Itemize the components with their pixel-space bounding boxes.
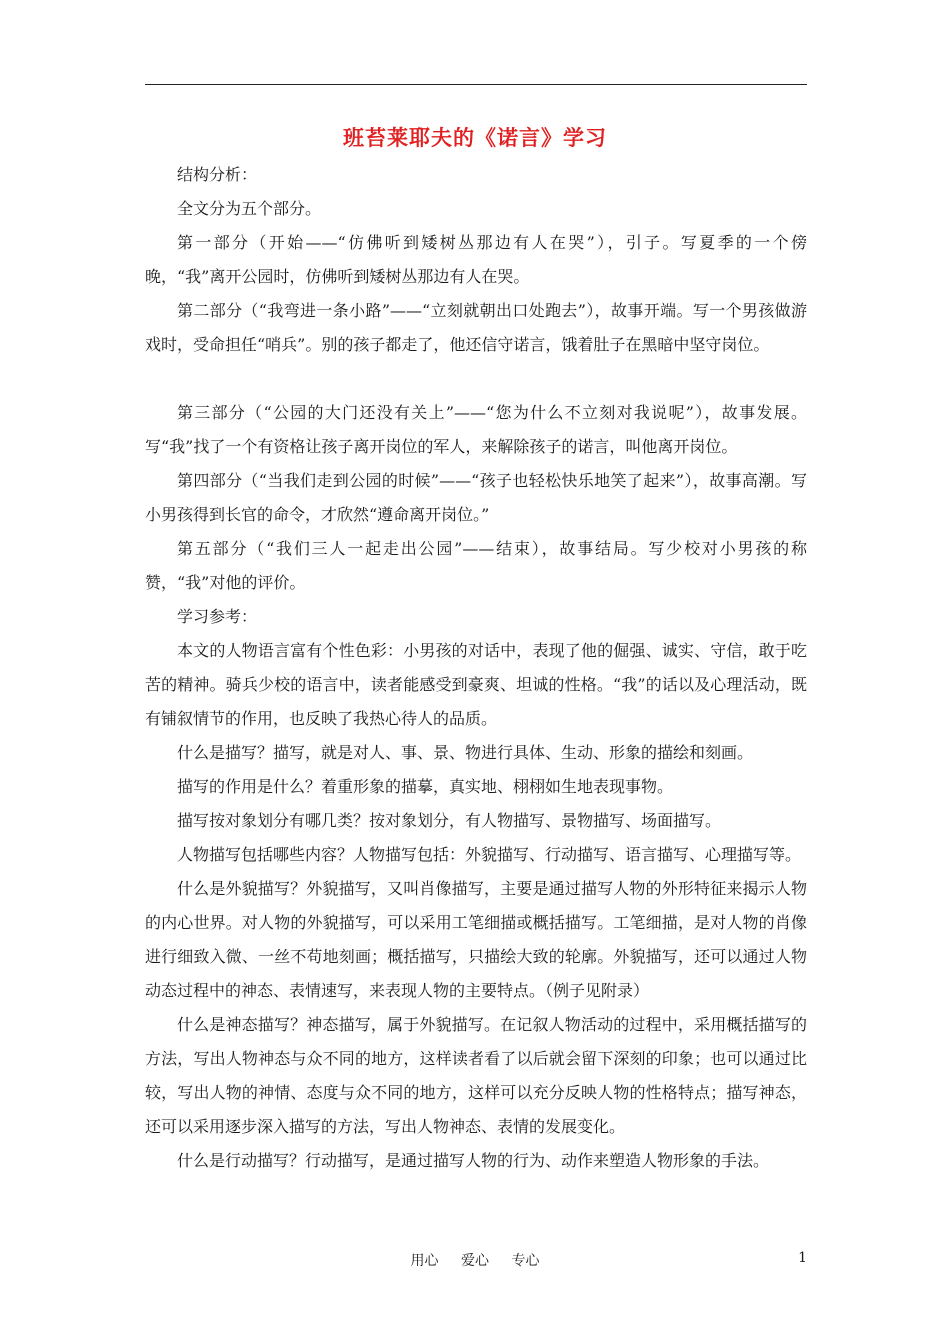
page-number: 1 <box>798 1250 807 1266</box>
paragraph-character-description: 人物描写包括哪些内容？人物描写包括：外貌描写、行动描写、语言描写、心理描写等。 <box>177 845 802 864</box>
paragraph-character-language: 本文的人物语言富有个性色彩：小男孩的对话中，表现了他的倔强、诚实、守信，敢于吃苦的精神。骑兵少校的语言中，读者能感受到豪爽、坦诚的性格。“我”的话以及心理活动，既有铺叙情节的作用，也反映了我热心待人的品质。 <box>145 641 807 728</box>
paragraph-study-heading: 学习参考： <box>177 607 258 626</box>
footer-motto: 用心 爱心 专心 <box>410 1253 540 1269</box>
paragraph-part-one: 第一部分（开始——“仿佛听到矮树丛那边有人在哭”），引子。写夏季的一个傍晚，“我”离开公园时，仿佛听到矮树丛那边有人在哭。 <box>145 233 807 286</box>
paragraph-expression-description: 什么是神态描写？神态描写，属于外貌描写。在记叙人物活动的过程中，采用概括描写的方法，写出人物神态与众不同的地方，这样读者看了以后就会留下深刻的印象；也可以通过比较，写出人物的神情、态度与众不同的地方，这样可以充分反映人物的性格特点；描写神态，还可以采用逐步深入描写的方法，写出人物神态、表情的发展变化。 <box>145 1015 807 1136</box>
paragraph-part-four: 第四部分（“当我们走到公园的时候”——“孩子也轻松快乐地笑了起来”），故事高潮。写小男孩得到长官的命令，才欣然“遵命离开岗位。” <box>145 471 807 524</box>
paragraph-action-description: 什么是行动描写？行动描写，是通过描写人物的行为、动作来塑造人物形象的手法。 <box>177 1151 770 1170</box>
header-rule <box>145 84 807 85</box>
paragraph-description-purpose: 描写的作用是什么？着重形象的描摹，真实地、栩栩如生地表现事物。 <box>177 777 674 796</box>
document-body <box>145 158 807 1178</box>
paragraph-appearance-description: 什么是外貌描写？外貌描写，又叫肖像描写，主要是通过描写人物的外形特征来揭示人物的内心世界。对人物的外貌描写，可以采用工笔细描或概括描写。工笔细描，是对人物的肖像进行细致入微、一丝不苟地刻画；概括描写，只描绘大致的轮廓。外貌描写，还可以通过人物动态过程中的神态、表情速写，来表现人物的主要特点。（例子见附录） <box>145 879 807 1000</box>
paragraph-structure-heading: 结构分析： <box>177 165 258 184</box>
document-title: 班苔莱耶夫的《诺言》学习 <box>343 126 607 150</box>
paragraph-what-is-description: 什么是描写？描写，就是对人、事、景、物进行具体、生动、形象的描绘和刻画。 <box>177 743 754 762</box>
paragraph-part-two: 第二部分（“我弯进一条小路”——“立刻就朝出口处跑去”），故事开端。写一个男孩做游戏时，受命担任“哨兵”。别的孩子都走了，他还信守诺言，饿着肚子在黑暗中坚守岗位。 <box>145 301 807 354</box>
paragraph-overview: 全文分为五个部分。 <box>177 199 322 218</box>
paragraph-part-five: 第五部分（“我们三人一起走出公园”——结束），故事结局。写少校对小男孩的称赞，“我”对他的评价。 <box>145 539 807 592</box>
paragraph-description-types: 描写按对象划分有哪几类？按对象划分，有人物描写、景物描写、场面描写。 <box>177 811 722 830</box>
paragraph-part-three: 第三部分（“公园的大门还没有关上”——“您为什么不立刻对我说呢”），故事发展。写“我”找了一个有资格让孩子离开岗位的军人，来解除孩子的诺言，叫他离开岗位。 <box>145 403 807 456</box>
